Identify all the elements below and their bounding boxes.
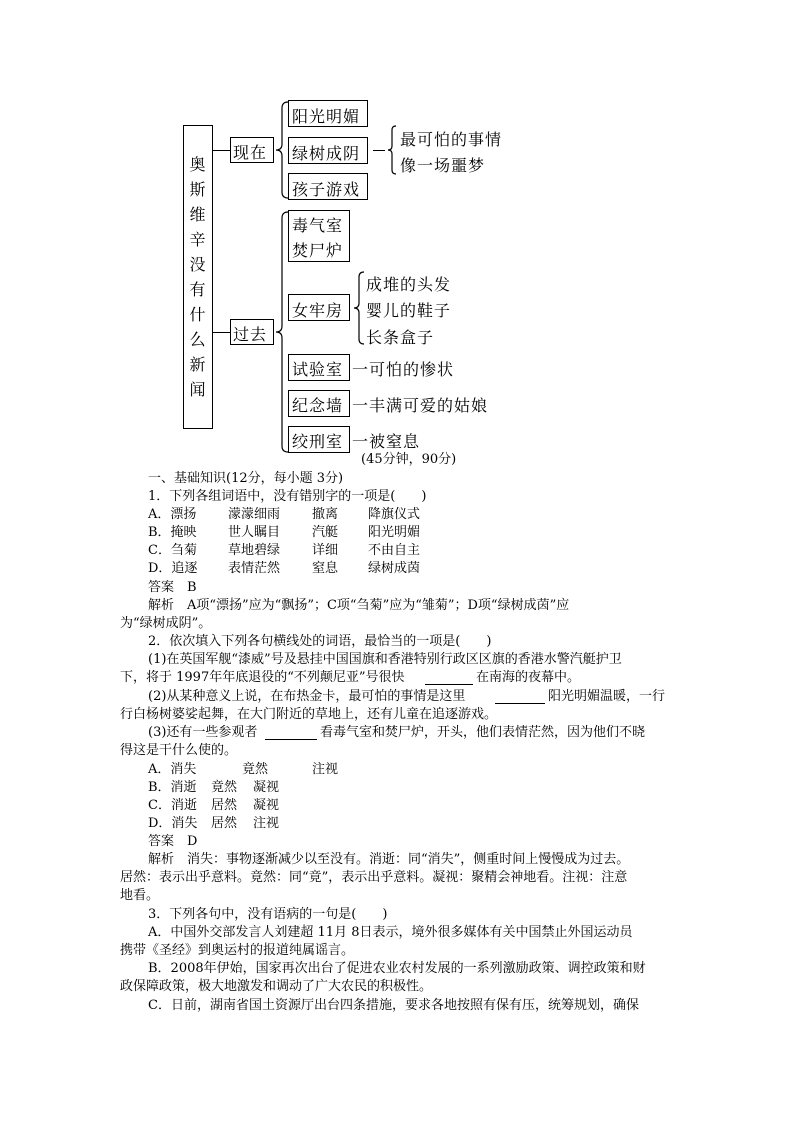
q2-sentence: (1)在英国军舰“漆威”号及悬挂中国国旗和香港特别行政区区旗的香港水警汽艇护卫 (148, 652, 622, 667)
q1-stem: 1．下列各组词语中，没有错别字的一项是( ) (148, 489, 427, 504)
root-title-char: 什 (189, 305, 207, 324)
q2-sentence: (2)从某种意义上说，在布热金卡，最可怕的事情是这里 (148, 689, 466, 704)
prison-item: 成堆的头发 (366, 275, 452, 294)
root-title-char: 新 (189, 355, 207, 374)
q2-analysis: 地看。 (120, 888, 160, 903)
past-item: 毒气室 (292, 216, 344, 235)
past-item: 焚尸炉 (292, 241, 344, 260)
q2-analysis: 解析 消失：事物逐渐减少以至没有。消逝：同“消失”，侧重时间上慢慢成为过去。 (148, 852, 630, 867)
q2-sentence: (3)还有一些参观者 (148, 725, 258, 740)
q1-analysis: 解析 A项“漂扬”应为“飘扬”；C项“刍菊”应为“雏菊”；D项“绿树成茵”应 (148, 598, 570, 613)
connector-line (373, 150, 385, 151)
brace-prison (352, 270, 366, 346)
exam-meta: (45分钟，90分) (361, 452, 457, 467)
q2-stem: 2．依次填入下列各句横线处的词语，最恰当的一项是( ) (148, 634, 492, 649)
now-label: 现在 (233, 143, 268, 162)
root-title (183, 152, 213, 402)
past-item-note: 一被窒息 (352, 432, 421, 451)
prison-item: 长条盒子 (366, 328, 435, 347)
past-item-note: 一可怕的惨状 (352, 360, 455, 379)
section-heading: 一、基础知识(12分，每小题 3分) (148, 471, 344, 486)
past-item: 纪念墙 (292, 396, 344, 415)
blank-line (265, 739, 317, 740)
past-label: 过去 (233, 325, 268, 344)
q2-sentence: 阳光明媚温暖，一行 (548, 689, 666, 704)
past-item-note: 一丰满可爱的姑娘 (352, 396, 489, 415)
now-sub-item: 最可怕的事情 (400, 130, 503, 149)
connector-line (213, 150, 230, 151)
q2-sentence: 看毒气室和焚尸炉，开头，他们表情茫然，因为他们不晓 (320, 725, 646, 740)
q2-sentence: 在南海的夜幕中。 (476, 670, 581, 685)
root-title-char: 没 (189, 255, 207, 274)
q3-stem: 3．下列各句中，没有语病的一句是( ) (148, 907, 388, 922)
now-item: 绿树成阴 (292, 144, 361, 163)
past-item: 试验室 (292, 360, 344, 379)
now-item: 阳光明媚 (292, 107, 361, 126)
root-title-char: 闻 (189, 380, 207, 399)
root-title-char: 有 (189, 280, 207, 299)
past-item: 绞刑室 (292, 432, 344, 451)
q1-analysis: 为“绿树成阴”。 (120, 616, 212, 631)
q2-sentence: 下，将于 1997年年底退役的“不列颠尼亚”号很快 (120, 670, 405, 685)
root-title-char: 奥 (189, 155, 207, 174)
q2-sentence: 行白杨树婆娑起舞，在大门附近的草地上，还有儿童在追逐游戏。 (120, 707, 498, 722)
q2-analysis: 居然：表示出乎意料。竟然：同“竟”，表示出乎意料。凝视：聚精会神地看。注视：注意 (120, 870, 628, 885)
q1-answer: 答案 B (148, 580, 197, 595)
q3-option: 政保障政策，极大地激发和调动了广大农民的积极性。 (120, 979, 433, 994)
past-item: 女牢房 (292, 301, 344, 320)
connector-line (213, 332, 230, 333)
q3-option: 携带《圣经》到奥运村的报道纯属谣言。 (120, 943, 355, 958)
q3-option: C．日前，湖南省国土资源厅出台四条措施，要求各地按照有保有压，统筹规划，确保 (148, 998, 639, 1013)
root-title-char: 么 (189, 330, 207, 349)
blank-line (495, 703, 545, 704)
blank-line (425, 684, 473, 685)
q3-option: B．2008年伊始，国家再次出台了促进农业农村发展的一系列激励政策、调控政策和财 (148, 961, 646, 976)
now-item: 孩子游戏 (292, 180, 361, 199)
root-title-char: 斯 (189, 180, 207, 199)
root-title-char: 维 (189, 205, 207, 224)
brace-now-sub (386, 124, 398, 176)
q2-sentence: 得这是干什么使的。 (120, 743, 238, 758)
root-title-char: 辛 (189, 230, 207, 249)
prison-item: 婴儿的鞋子 (366, 301, 452, 320)
q2-answer: 答案 D (148, 834, 198, 849)
now-sub-item: 像一场噩梦 (400, 156, 486, 175)
q3-option: A．中国外交部发言人刘建超 11月 8日表示，境外很多媒体有关中国禁止外国运动员 (148, 925, 633, 940)
